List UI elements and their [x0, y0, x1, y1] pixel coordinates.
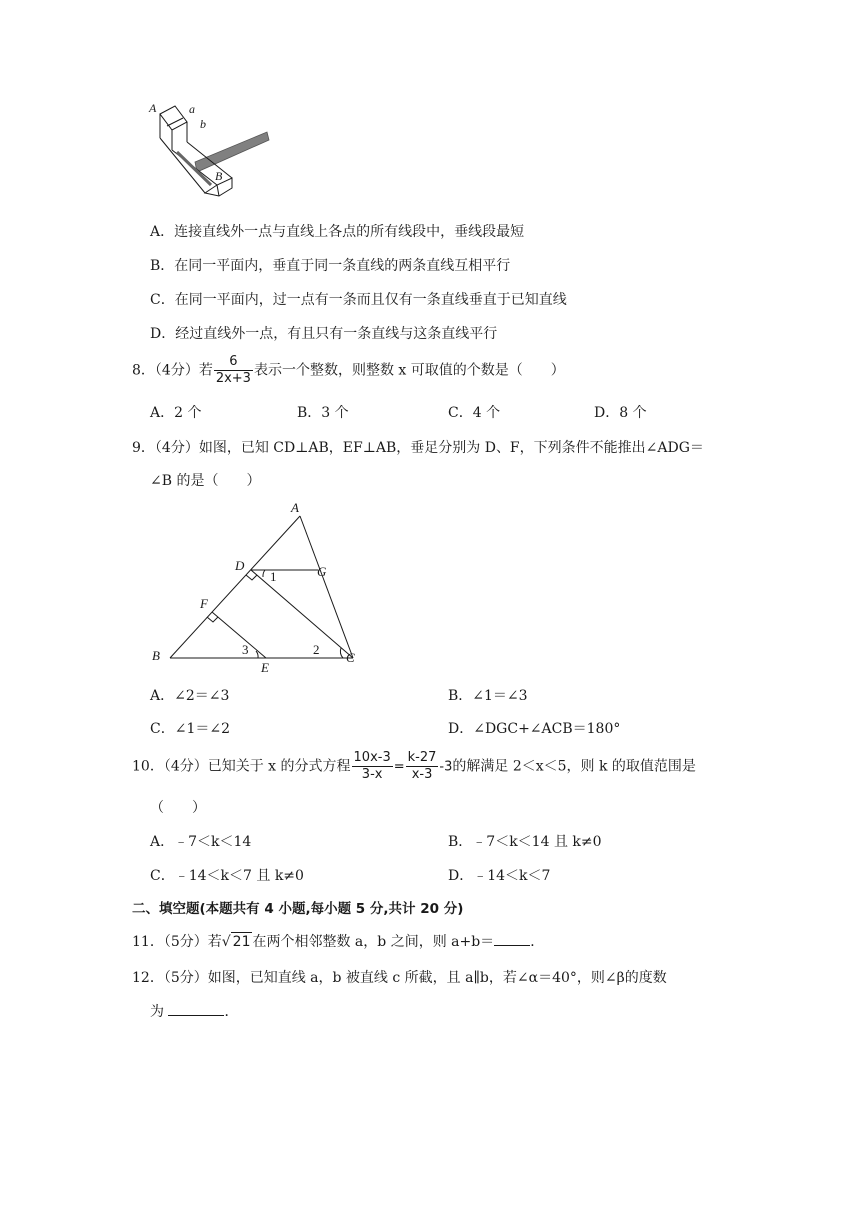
q10-suffix: 的解满足 2＜x＜5，则 k 的取值范围是	[452, 758, 696, 775]
tri-label-B: B	[152, 648, 160, 663]
ruler-figure	[145, 100, 275, 200]
ruler-label-a: a	[189, 102, 195, 116]
q9-option-b: B．∠1＝∠3	[448, 688, 528, 704]
q8-option-d: D．8 个	[594, 405, 647, 421]
ruler-label-b: b	[200, 117, 206, 131]
q10-stem-line1	[132, 750, 696, 783]
tri-label-D: D	[235, 558, 245, 573]
q8-fraction	[214, 354, 253, 387]
tri-label-F: F	[200, 596, 208, 611]
ruler-label-A: A	[149, 101, 157, 115]
q10-fraction-2	[406, 750, 439, 783]
q11-answer-blank[interactable]	[494, 931, 530, 946]
q7-option-c: C．在同一平面内，过一点有一条而且仅有一条直线垂直于已知直线	[150, 292, 567, 308]
triangle-figure-svg	[145, 498, 370, 673]
q10-option-a: A．﹣7＜k＜14	[150, 834, 252, 850]
ruler-label-B: B	[215, 169, 223, 183]
q9-option-c: C．∠1＝∠2	[150, 721, 230, 737]
q9-stem-line1: 9．（4分）如图，已知 CD⊥AB，EF⊥AB，垂足分别为 D、F，下列条件不能推出∠ADG＝	[132, 440, 704, 456]
q8-stem	[132, 354, 565, 387]
q9-stem-line2: ∠B 的是（ ）	[150, 473, 261, 489]
sqrt-sign-icon: √	[221, 934, 231, 950]
tri-label-2: 2	[313, 642, 320, 657]
q12-line2-prefix: 为	[150, 1004, 164, 1020]
tri-label-G: G	[317, 564, 327, 579]
q12-stem-line1: 12．（5分）如图，已知直线 a，b 被直线 c 所截，且 a∥b，若∠α＝40°，则∠β的度数	[132, 970, 667, 986]
q9-option-d: D．∠DGC+∠ACB＝180°	[448, 721, 621, 737]
q11-sqrt	[222, 932, 253, 952]
q12-end: ．	[224, 1004, 239, 1020]
q10-prefix: 10．（4分）已知关于 x 的分式方程	[132, 758, 351, 775]
q8-option-c: C．4 个	[448, 405, 501, 421]
tri-label-3: 3	[242, 642, 249, 657]
q10-option-d: D．﹣14＜k＜7	[448, 868, 551, 884]
q8-option-a: A．2 个	[150, 405, 202, 421]
q10-option-b: B．﹣7＜k＜14 且 k≠0	[448, 834, 602, 850]
tri-label-A: A	[291, 500, 299, 515]
tri-label-C: C	[346, 650, 355, 665]
q8-suffix: 表示一个整数，则整数 x 可取值的个数是（ ）	[253, 362, 565, 379]
q10-equals: =	[393, 759, 405, 775]
q10-f2-den: x-3	[406, 766, 439, 783]
q10-option-c: C．﹣14＜k＜7 且 k≠0	[150, 868, 304, 884]
q12-stem-line2	[150, 1001, 238, 1022]
q7-option-a: A．连接直线外一点与直线上各点的所有线段中，垂线段最短	[150, 224, 525, 240]
tri-label-E: E	[261, 660, 269, 673]
q10-f2-num: k-27	[407, 750, 437, 765]
q10-stem-line2: （ ）	[150, 800, 206, 816]
q10-fraction-1	[352, 750, 393, 783]
q11-prefix: 11．（5分）若	[132, 934, 222, 950]
q11-stem	[132, 931, 544, 952]
ruler-figure-svg	[145, 100, 275, 200]
q9-option-a: A．∠2＝∠3	[150, 688, 230, 704]
section-2-title: 二、填空题(本题共有 4 小题,每小题 5 分,共计 20 分)	[132, 901, 464, 917]
q11-end: ．	[530, 934, 545, 950]
q12-answer-blank[interactable]	[168, 1001, 224, 1016]
q10-minus3: -3	[439, 759, 453, 775]
q7-option-d: D．经过直线外一点，有且只有一条直线与这条直线平行	[150, 326, 498, 342]
q8-prefix: 8．（4分）若	[132, 362, 213, 379]
q11-suffix: 在两个相邻整数 a，b 之间，则 a+b＝	[252, 934, 495, 950]
triangle-figure	[145, 498, 370, 673]
q8-frac-den: 2x+3	[215, 371, 251, 386]
q10-f1-num: 10x-3	[353, 750, 391, 765]
q8-option-b: B．3 个	[297, 405, 349, 421]
q10-f1-den: 3-x	[352, 766, 393, 783]
tri-label-1: 1	[270, 569, 277, 584]
q8-frac-num: 6	[229, 354, 238, 369]
q7-option-b: B．在同一平面内，垂直于同一条直线的两条直线互相平行	[150, 258, 511, 274]
q11-radicand: 21	[232, 934, 251, 950]
